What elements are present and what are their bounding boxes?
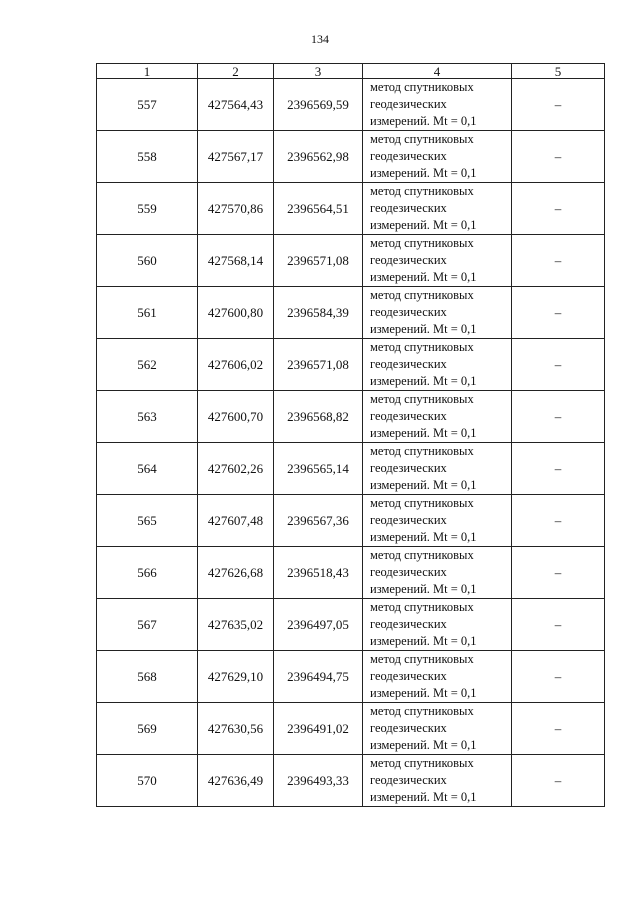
method-cell xyxy=(363,79,512,131)
method-line: геодезических xyxy=(370,565,447,579)
method-line: измерений. Mt = 0,1 xyxy=(370,478,477,492)
column-5-cell: – xyxy=(512,651,605,703)
method-line: геодезических xyxy=(370,97,447,111)
method-line: метод спутниковых xyxy=(370,496,474,510)
y-coordinate-cell: 2396565,14 xyxy=(274,443,363,495)
method-line: метод спутниковых xyxy=(370,652,474,666)
method-line: измерений. Mt = 0,1 xyxy=(370,114,477,128)
y-coordinate-cell: 2396571,08 xyxy=(274,339,363,391)
column-5-cell: – xyxy=(512,287,605,339)
method-cell xyxy=(363,391,512,443)
x-coordinate-cell: 427626,68 xyxy=(198,547,274,599)
table-row xyxy=(97,755,605,807)
page-number: 134 xyxy=(311,32,329,46)
method-line: геодезических xyxy=(370,669,447,683)
method-line: метод спутниковых xyxy=(370,340,474,354)
point-number-cell: 561 xyxy=(97,287,198,339)
method-line: измерений. Mt = 0,1 xyxy=(370,530,477,544)
method-cell xyxy=(363,235,512,287)
point-number-cell: 557 xyxy=(97,79,198,131)
column-5-cell: – xyxy=(512,495,605,547)
method-line: геодезических xyxy=(370,513,447,527)
column-5-cell: – xyxy=(512,443,605,495)
table-row xyxy=(97,495,605,547)
y-coordinate-cell: 2396584,39 xyxy=(274,287,363,339)
point-number-cell: 560 xyxy=(97,235,198,287)
method-line: измерений. Mt = 0,1 xyxy=(370,218,477,232)
method-line: метод спутниковых xyxy=(370,600,474,614)
method-line: геодезических xyxy=(370,773,447,787)
y-coordinate-cell: 2396564,51 xyxy=(274,183,363,235)
column-5-cell: – xyxy=(512,79,605,131)
point-number-cell: 565 xyxy=(97,495,198,547)
y-coordinate-cell: 2396518,43 xyxy=(274,547,363,599)
y-coordinate-cell: 2396562,98 xyxy=(274,131,363,183)
point-number-cell: 564 xyxy=(97,443,198,495)
column-5-cell: – xyxy=(512,339,605,391)
method-cell xyxy=(363,131,512,183)
point-number-cell: 570 xyxy=(97,755,198,807)
table-row xyxy=(97,235,605,287)
method-line: метод спутниковых xyxy=(370,288,474,302)
method-line: измерений. Mt = 0,1 xyxy=(370,426,477,440)
coordinates-table xyxy=(96,63,605,807)
header-row xyxy=(97,64,605,79)
point-number-cell: 562 xyxy=(97,339,198,391)
x-coordinate-cell: 427629,10 xyxy=(198,651,274,703)
column-header-3: 3 xyxy=(274,64,363,79)
column-header-4: 4 xyxy=(363,64,512,79)
column-5-cell: – xyxy=(512,755,605,807)
column-5-cell: – xyxy=(512,703,605,755)
point-number-cell: 568 xyxy=(97,651,198,703)
method-line: геодезических xyxy=(370,357,447,371)
method-cell xyxy=(363,287,512,339)
method-cell xyxy=(363,339,512,391)
x-coordinate-cell: 427600,80 xyxy=(198,287,274,339)
method-line: метод спутниковых xyxy=(370,132,474,146)
method-cell xyxy=(363,755,512,807)
table-header xyxy=(97,64,605,79)
method-line: метод спутниковых xyxy=(370,236,474,250)
column-5-cell: – xyxy=(512,599,605,651)
method-cell xyxy=(363,547,512,599)
point-number-cell: 559 xyxy=(97,183,198,235)
x-coordinate-cell: 427568,14 xyxy=(198,235,274,287)
point-number-cell: 566 xyxy=(97,547,198,599)
method-line: геодезических xyxy=(370,409,447,423)
method-line: метод спутниковых xyxy=(370,756,474,770)
point-number-cell: 558 xyxy=(97,131,198,183)
y-coordinate-cell: 2396497,05 xyxy=(274,599,363,651)
method-line: геодезических xyxy=(370,617,447,631)
method-cell xyxy=(363,651,512,703)
method-line: метод спутниковых xyxy=(370,80,474,94)
y-coordinate-cell: 2396569,59 xyxy=(274,79,363,131)
table-row xyxy=(97,131,605,183)
column-5-cell: – xyxy=(512,235,605,287)
table-row xyxy=(97,79,605,131)
method-line: измерений. Mt = 0,1 xyxy=(370,634,477,648)
point-number-cell: 567 xyxy=(97,599,198,651)
method-line: геодезических xyxy=(370,149,447,163)
x-coordinate-cell: 427567,17 xyxy=(198,131,274,183)
column-header-2: 2 xyxy=(198,64,274,79)
method-cell xyxy=(363,443,512,495)
method-line: геодезических xyxy=(370,461,447,475)
x-coordinate-cell: 427602,26 xyxy=(198,443,274,495)
point-number-cell: 569 xyxy=(97,703,198,755)
method-line: измерений. Mt = 0,1 xyxy=(370,270,477,284)
x-coordinate-cell: 427635,02 xyxy=(198,599,274,651)
method-line: измерений. Mt = 0,1 xyxy=(370,790,477,804)
method-line: измерений. Mt = 0,1 xyxy=(370,374,477,388)
x-coordinate-cell: 427570,86 xyxy=(198,183,274,235)
method-cell xyxy=(363,599,512,651)
column-header-5: 5 xyxy=(512,64,605,79)
y-coordinate-cell: 2396568,82 xyxy=(274,391,363,443)
method-line: измерений. Mt = 0,1 xyxy=(370,166,477,180)
method-line: метод спутниковых xyxy=(370,392,474,406)
method-line: измерений. Mt = 0,1 xyxy=(370,582,477,596)
x-coordinate-cell: 427600,70 xyxy=(198,391,274,443)
table-row xyxy=(97,547,605,599)
x-coordinate-cell: 427630,56 xyxy=(198,703,274,755)
x-coordinate-cell: 427636,49 xyxy=(198,755,274,807)
table-row xyxy=(97,287,605,339)
method-line: измерений. Mt = 0,1 xyxy=(370,686,477,700)
x-coordinate-cell: 427564,43 xyxy=(198,79,274,131)
method-line: метод спутниковых xyxy=(370,444,474,458)
point-number-cell: 563 xyxy=(97,391,198,443)
table-row xyxy=(97,599,605,651)
x-coordinate-cell: 427607,48 xyxy=(198,495,274,547)
method-line: измерений. Mt = 0,1 xyxy=(370,738,477,752)
method-cell xyxy=(363,703,512,755)
table-row xyxy=(97,391,605,443)
method-line: метод спутниковых xyxy=(370,548,474,562)
method-line: геодезических xyxy=(370,253,447,267)
column-header-1: 1 xyxy=(97,64,198,79)
column-5-cell: – xyxy=(512,391,605,443)
table-row xyxy=(97,703,605,755)
table-body xyxy=(97,79,605,807)
table-row xyxy=(97,651,605,703)
y-coordinate-cell: 2396491,02 xyxy=(274,703,363,755)
method-cell xyxy=(363,183,512,235)
method-cell xyxy=(363,495,512,547)
method-line: метод спутниковых xyxy=(370,184,474,198)
x-coordinate-cell: 427606,02 xyxy=(198,339,274,391)
method-line: геодезических xyxy=(370,305,447,319)
column-5-cell: – xyxy=(512,183,605,235)
table-row xyxy=(97,183,605,235)
method-line: метод спутниковых xyxy=(370,704,474,718)
method-line: измерений. Mt = 0,1 xyxy=(370,322,477,336)
column-5-cell: – xyxy=(512,547,605,599)
table-row xyxy=(97,339,605,391)
y-coordinate-cell: 2396494,75 xyxy=(274,651,363,703)
table-row xyxy=(97,443,605,495)
column-5-cell: – xyxy=(512,131,605,183)
y-coordinate-cell: 2396493,33 xyxy=(274,755,363,807)
method-line: геодезических xyxy=(370,721,447,735)
method-line: геодезических xyxy=(370,201,447,215)
y-coordinate-cell: 2396567,36 xyxy=(274,495,363,547)
y-coordinate-cell: 2396571,08 xyxy=(274,235,363,287)
